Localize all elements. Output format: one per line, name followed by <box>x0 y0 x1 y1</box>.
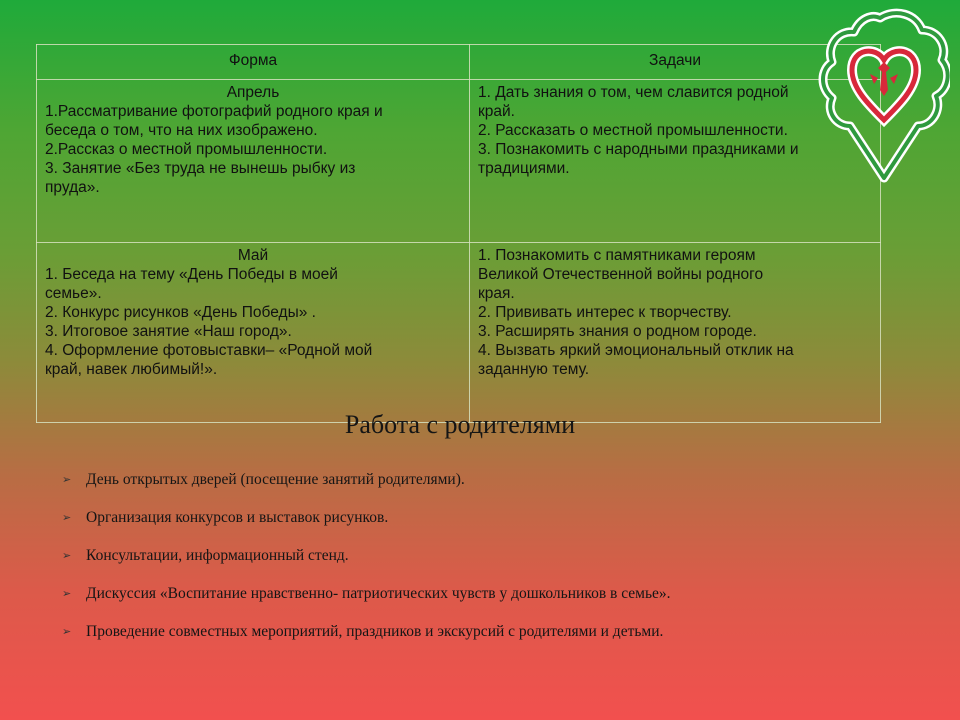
task-line: 1. Дать знания о том, чем славится родной <box>478 84 789 101</box>
cell-may-tasks <box>470 243 881 423</box>
form-line: беседа о том, что на них изображено. <box>45 122 318 139</box>
form-line: 2.Рассказ о местной промышленности. <box>45 141 328 158</box>
task-line: 3. Расширять знания о родном городе. <box>478 323 757 340</box>
month-april: Апрель <box>226 84 280 101</box>
list-item <box>62 584 671 622</box>
list-item <box>62 622 671 660</box>
list-item-text: Организация конкурсов и выставок рисунков. <box>86 509 389 526</box>
table-row-may <box>37 243 881 423</box>
list-item-text: День открытых дверей (посещение занятий родителями). <box>86 471 465 488</box>
table-header-row <box>37 45 881 80</box>
form-line: 3. Занятие «Без труда не вынешь рыбку из <box>45 160 356 177</box>
form-line: 1.Рассматривание фотографий родного края и <box>45 103 383 120</box>
list-item <box>62 508 671 546</box>
arrow-bullet-icon: ➢ <box>62 588 72 600</box>
task-line: края. <box>478 285 515 302</box>
parents-heading: Работа с родителями <box>344 410 576 439</box>
parents-list <box>62 470 671 660</box>
cell-april-form <box>37 80 470 243</box>
header-form: Форма <box>37 45 470 80</box>
task-line: заданную тему. <box>478 361 590 378</box>
ornament-center-figure <box>870 62 898 96</box>
form-line: 4. Оформление фотовыставки– «Родной мой <box>45 342 373 359</box>
plan-table <box>36 44 881 423</box>
arrow-bullet-icon: ➢ <box>62 550 72 562</box>
task-line: 4. Вызвать яркий эмоциональный отклик на <box>478 342 794 359</box>
task-line: Великой Отечественной войны родного <box>478 266 764 283</box>
task-line: 3. Познакомить с народными праздниками и <box>478 141 799 158</box>
arrow-bullet-icon: ➢ <box>62 626 72 638</box>
folk-ornament-icon <box>818 8 950 183</box>
task-line: 2. Рассказать о местной промышленности. <box>478 122 788 139</box>
table-row-april <box>37 80 881 243</box>
form-line: 3. Итоговое занятие «Наш город». <box>45 323 292 340</box>
list-item <box>62 470 671 508</box>
header-tasks: Задачи <box>470 45 881 80</box>
arrow-bullet-icon: ➢ <box>62 512 72 524</box>
form-line: семье». <box>45 285 102 302</box>
month-may: Май <box>237 247 269 264</box>
form-line: 2. Конкурс рисунков «День Победы» . <box>45 304 316 321</box>
task-line: край. <box>478 103 515 120</box>
task-line: 1. Познакомить с памятниками героям <box>478 247 756 264</box>
list-item-text: Консультации, информационный стенд. <box>86 547 349 564</box>
ornament-outer-white <box>823 13 948 178</box>
task-line: традициями. <box>478 160 570 177</box>
form-line: край, навек любимый!». <box>45 361 218 378</box>
list-item <box>62 546 671 584</box>
list-item-text: Проведение совместных мероприятий, праздников и экскурсий с родителями и детьми. <box>86 623 664 640</box>
list-item-text: Дискуссия «Воспитание нравственно- патриотических чувств у дошкольников в семье». <box>86 585 671 602</box>
form-line: пруда». <box>45 179 100 196</box>
arrow-bullet-icon: ➢ <box>62 474 72 486</box>
cell-may-form <box>37 243 470 423</box>
form-line: 1. Беседа на тему «День Победы в моей <box>45 266 338 283</box>
task-line: 2. Прививать интерес к творчеству. <box>478 304 732 321</box>
